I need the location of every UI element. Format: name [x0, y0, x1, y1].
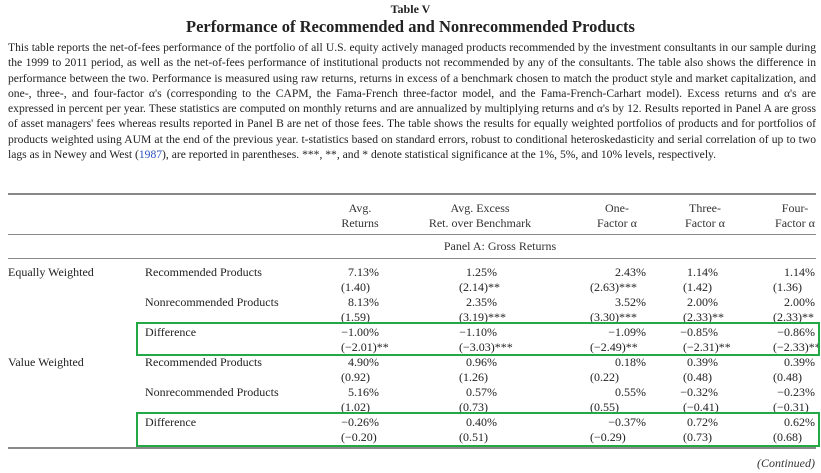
- cell-tstat: (0.68): [773, 430, 802, 444]
- cell-tstat: (−0.41): [683, 400, 719, 414]
- cell-value: 2.35%: [466, 295, 497, 309]
- cell-tstat: (0.22): [590, 370, 619, 384]
- cell-tstat: (2.33)**: [773, 310, 814, 324]
- cell-value: 1.25%: [466, 265, 497, 279]
- highlight-box-value-difference: [136, 412, 820, 447]
- cell-value: 0.62%: [784, 415, 815, 429]
- row-label: Nonrecommended Products: [145, 295, 279, 309]
- row-label: Nonrecommended Products: [145, 385, 279, 399]
- group-label: Value Weighted: [8, 355, 84, 369]
- column-header-line: Avg. Excess: [450, 201, 510, 215]
- cell-tstat: (0.55): [590, 400, 619, 414]
- column-header-line: One-: [605, 201, 629, 215]
- column-header-line: Ret. over Benchmark: [428, 216, 532, 230]
- cell-value: 4.90%: [348, 355, 379, 369]
- cell-value: 0.72%: [687, 415, 718, 429]
- cell-tstat: (2.33)**: [683, 310, 724, 324]
- cell-tstat: (−0.20): [341, 430, 377, 444]
- row-label: Recommended Products: [145, 265, 262, 279]
- cell-tstat: (0.48): [773, 370, 802, 384]
- cell-tstat: (0.51): [459, 430, 488, 444]
- continued-note: (Continued): [757, 456, 815, 470]
- cell-tstat: (0.92): [341, 370, 370, 384]
- cell-value: 0.96%: [466, 355, 497, 369]
- cell-value: 5.16%: [348, 385, 379, 399]
- cell-tstat: (1.59): [341, 310, 370, 324]
- cell-value: 1.14%: [687, 265, 718, 279]
- cell-tstat: (−3.03)***: [459, 340, 513, 354]
- cell-tstat: (−0.29): [590, 430, 626, 444]
- row-label: Recommended Products: [145, 355, 262, 369]
- highlight-box-equal-difference: [136, 322, 820, 356]
- cell-value: 0.55%: [615, 385, 646, 399]
- cell-tstat: (1.36): [773, 280, 802, 294]
- cell-value: 2.43%: [615, 265, 646, 279]
- group-label: Equally Weighted: [8, 265, 94, 279]
- column-header-line: Four-: [781, 201, 809, 215]
- cell-value: 0.18%: [615, 355, 646, 369]
- table-caption: [8, 40, 816, 162]
- column-header-line: Three-: [689, 201, 721, 215]
- cell-tstat: (3.19)***: [459, 310, 506, 324]
- cell-tstat: (0.73): [683, 430, 712, 444]
- table-label: Table V: [390, 2, 431, 16]
- cell-tstat: (2.63)***: [590, 280, 637, 294]
- cell-value: 2.00%: [784, 295, 815, 309]
- bottom-rule: [8, 447, 816, 449]
- table-title: Performance of Recommended and Nonrecommended Products: [186, 17, 635, 36]
- cell-tstat: (0.73): [459, 400, 488, 414]
- cell-tstat: (0.48): [683, 370, 712, 384]
- cell-tstat: (−2.49)**: [590, 340, 638, 354]
- cell-tstat: (1.26): [459, 370, 488, 384]
- cell-tstat: (1.02): [341, 400, 370, 414]
- cell-tstat: (−2.33)**: [773, 340, 821, 354]
- column-header-line: Factor α: [775, 216, 815, 230]
- row-label: Difference: [145, 415, 197, 429]
- cell-value: 1.14%: [784, 265, 815, 279]
- cell-value: −0.26%: [341, 415, 379, 429]
- caption-text: This table reports the net-of-fees performance of the portfolio of all U.S. equity actively managed products recommended by the investment consultants in our sample during the 1999 to 2011 period, as well as the net-of-fees performance of institutional products not recommended by any of the consultants. The table also shows the difference in performance between the two. Performance is measured using raw returns, returns in excess of a benchmark chosen to match the product style and market capitalization, and one-, three-, and four-factor α's (corresponding to the CAPM, the Fama-French three-factor model, and the Fama-French-Carhart model). Excess returns and α's are expressed in percent per year. These statistics are computed on monthly returns and are annualized by multiplying returns and α's by 12. Results reported in Panel A are gross of asset managers' fees whereas results reported in Panel B are net of those fees. The table shows the results for equally weighted portfolios of products and for portfolios of products weighted using AUM at the end of the previous year. t-statistics based on standard errors, robust to conditional heteroskedasticity and serial correlation of up to two lags as in Newey and West (: [8, 41, 816, 162]
- panel-title: Panel A: Gross Returns: [443, 239, 557, 253]
- cell-tstat: (−2.31)**: [683, 340, 731, 354]
- cell-tstat: (1.40): [341, 280, 370, 294]
- cell-value: −0.37%: [608, 415, 646, 429]
- cell-value: −0.23%: [777, 385, 815, 399]
- row-label: Difference: [145, 325, 197, 339]
- cell-value: 2.00%: [687, 295, 718, 309]
- column-header-line: Avg.: [348, 201, 372, 215]
- cell-value: 8.13%: [348, 295, 379, 309]
- column-header: [400, 201, 560, 231]
- top-rule: [8, 193, 816, 195]
- cell-tstat: (1.42): [683, 280, 712, 294]
- cell-value: −1.09%: [608, 325, 646, 339]
- cell-tstat: (−2.01)**: [341, 340, 389, 354]
- cell-value: −1.10%: [459, 325, 497, 339]
- cell-tstat: (−0.31): [773, 400, 809, 414]
- cell-tstat: (2.14)**: [459, 280, 500, 294]
- caption-text-end: ), are reported in parentheses. ***, **, and * denote statistical significance at the 1%, 5%, and 10% levels, respectively.: [162, 148, 716, 162]
- cell-value: 0.57%: [466, 385, 497, 399]
- column-header-line: Factor α: [685, 216, 725, 230]
- column-header-line: Returns: [341, 216, 379, 230]
- cell-value: 0.40%: [466, 415, 497, 429]
- column-header: [715, 201, 821, 231]
- cell-value: −0.85%: [680, 325, 718, 339]
- header-rule: [8, 234, 816, 235]
- cell-value: 0.39%: [784, 355, 815, 369]
- column-header-line: Factor α: [597, 216, 637, 230]
- cell-value: 3.52%: [615, 295, 646, 309]
- cell-value: −1.00%: [341, 325, 379, 339]
- citation-link[interactable]: 1987: [138, 148, 163, 162]
- cell-value: −0.32%: [680, 385, 718, 399]
- cell-value: 7.13%: [348, 265, 379, 279]
- cell-value: −0.86%: [777, 325, 815, 339]
- cell-tstat: (3.30)***: [590, 310, 637, 324]
- cell-value: 0.39%: [687, 355, 718, 369]
- panel-rule: [8, 258, 816, 259]
